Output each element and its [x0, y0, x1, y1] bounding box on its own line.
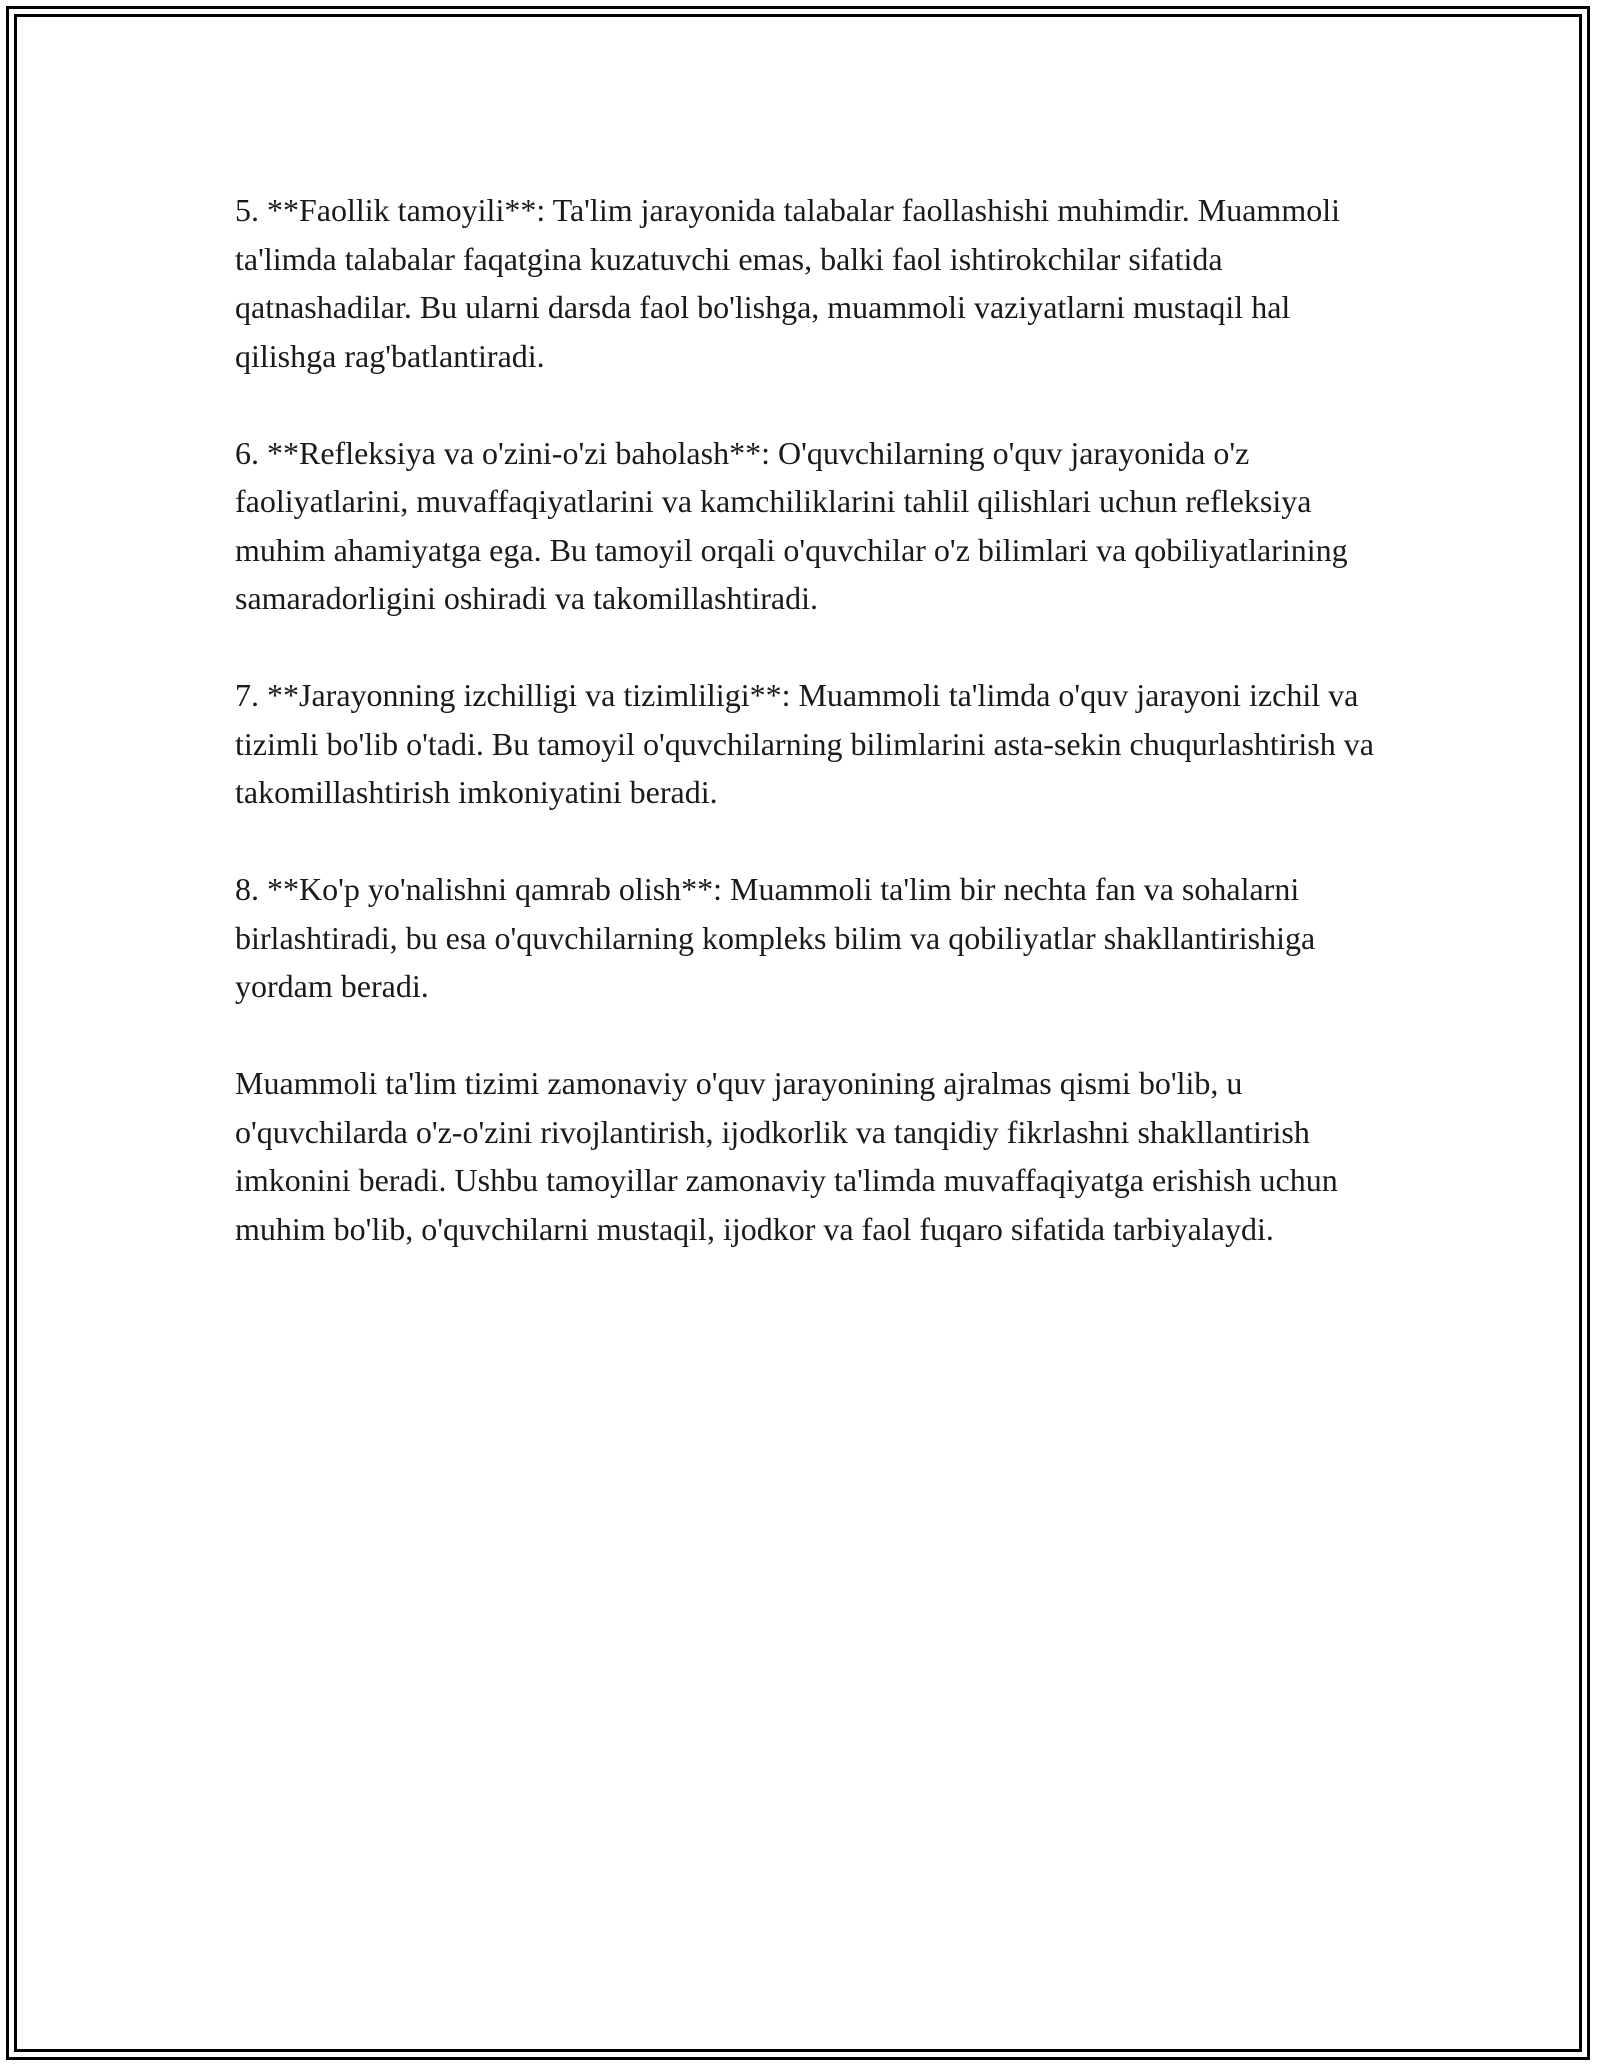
paragraph-conclusion: Muammoli ta'lim tizimi zamonaviy o'quv jarayonining ajralmas qismi bo'lib, u o'quvchilarda o'z-o'zini rivojlantirish, ijodkorlik va tanqidiy fikrlashni shakllantirish imkonini beradi. Ushbu tamoyillar zamonaviy ta'limda muvaffaqiyatga erishish uchun muhim bo'lib, o'quvchilarni mustaqil, ijodkor va faol fuqaro sifatida tarbiyalaydi. [235, 1065, 1338, 1247]
paragraph-principle-8: 8. **Ko'p yo'nalishni qamrab olish**: Muammoli ta'lim bir nechta fan va sohalarni birlashtiradi, bu esa o'quvchilarning kompleks bilim va qobiliyatlar shakllantirishiga yordam beradi. [235, 871, 1316, 1004]
paragraph-principle-5: 5. **Faollik tamoyili**: Ta'lim jarayonida talabalar faollashishi muhimdir. Muammoli ta'limda talabalar faqatgina kuzatuvchi emas, balki faol ishtirokchilar sifatida qatnashadilar. Bu ularni darsda faol bo'lishga, muammoli vaziyatlarni mustaqil hal qilishga rag'batlantiradi. [235, 192, 1340, 374]
paragraph-principle-6: 6. **Refleksiya va o'zini-o'zi baholash**: O'quvchilarning o'quv jarayonida o'z faoliyatlarini, muvaffaqiyatlarini va kamchiliklarini tahlil qilishlari uchun refleksiya muhim ahamiyatga ega. Bu tamoyil orqali o'quvchilar o'z bilimlari va qobiliyatlarining samaradorligini oshiradi va takomillashtiradi. [235, 434, 1348, 616]
document-body [235, 186, 1375, 1302]
paragraph-principle-7: 7. **Jarayonning izchilligi va tizimliligi**: Muammoli ta'limda o'quv jarayoni izchil va tizimli bo'lib o'tadi. Bu tamoyil o'quvchilarning bilimlarini asta-sekin chuqurlashtirish va takomillashtirish imkoniyatini beradi. [235, 677, 1374, 810]
